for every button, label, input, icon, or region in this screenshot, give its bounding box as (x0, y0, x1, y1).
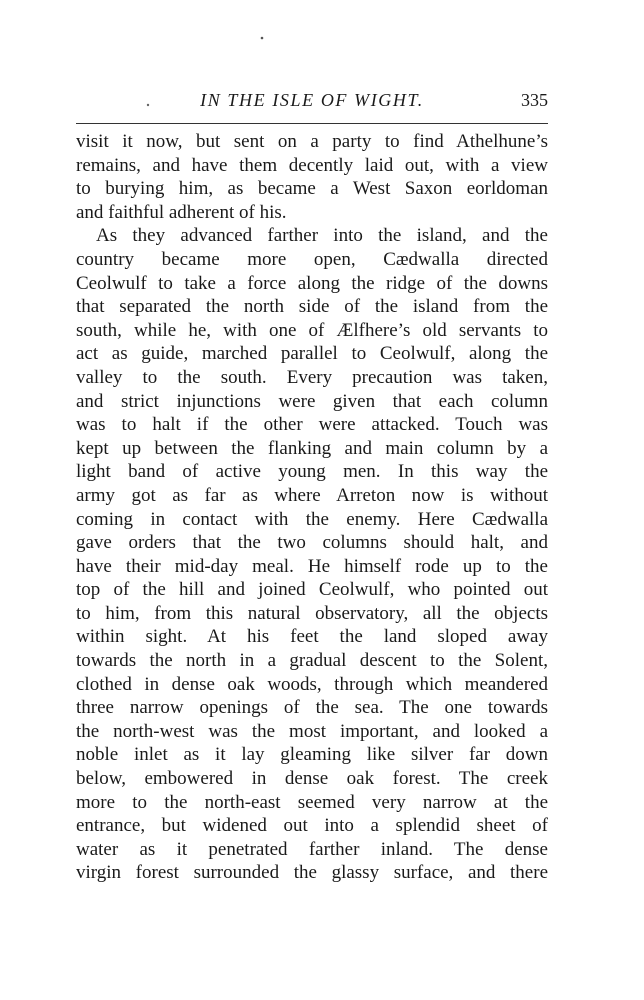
text-line: more to the north-east seemed very narrow at the (76, 791, 548, 813)
body-text (76, 130, 548, 885)
text-line: the north-west was the most important, and looked a (76, 720, 548, 742)
text-line: remains, and have them decently laid out, with a view (76, 154, 548, 176)
running-header (76, 86, 548, 118)
text-line: visit it now, but sent on a party to find Athelhune’s (76, 131, 548, 152)
text-line: south, while he, with one of Ælfhere’s old servants to (76, 319, 548, 341)
text-line: water as it penetrated farther inland. The dense (76, 838, 548, 860)
text-line: have their mid-day meal. He himself rode up to the (76, 555, 548, 577)
text-line: towards the north in a gradual descent to the Solent, (76, 650, 548, 672)
text-line: to him, from this natural observatory, all the objects (76, 602, 548, 624)
text-line: that separated the north side of the island from the (76, 296, 548, 318)
text-line: to burying him, as became a West Saxon eorldoman (76, 178, 548, 200)
text-line: kept up between the flanking and main column by a (76, 437, 548, 459)
text-line: and strict injunctions were given that each column (76, 390, 548, 412)
text-line: valley to the south. Every precaution was taken, (76, 366, 548, 388)
text-line: coming in contact with the enemy. Here Cædwalla (76, 508, 548, 530)
text-line: light band of active young men. In this way the (76, 461, 548, 483)
header-rule (76, 123, 548, 124)
text-line: As they advanced farther into the island, and the (96, 225, 548, 247)
text-line: virgin forest surrounded the glassy surface, and there (76, 862, 548, 884)
text-line: within sight. At his feet the land sloped away (76, 626, 548, 648)
text-line: act as guide, marched parallel to Ceolwulf, along the (76, 343, 548, 365)
text-line: country became more open, Cædwalla directed (76, 248, 548, 270)
text-line: army got as far as where Arreton now is without (76, 484, 548, 506)
text-line: below, embowered in dense oak forest. The creek (76, 768, 548, 790)
text-line: and faithful adherent of his. (76, 201, 287, 223)
text-line: entrance, but widened out into a splendid sheet of (76, 815, 548, 837)
running-title: IN THE ISLE OF WIGHT. (200, 90, 424, 110)
text-line: gave orders that the two columns should halt, and (76, 532, 548, 554)
page-number: 335 (521, 90, 548, 110)
text-line: was to halt if the other were attacked. Touch was (76, 414, 548, 436)
speck-top (261, 37, 264, 40)
text-line: three narrow openings of the sea. The one towards (76, 697, 548, 719)
text-line: Ceolwulf to take a force along the ridge of the downs (76, 272, 548, 294)
text-line: noble inlet as it lay gleaming like silver far down (76, 744, 548, 766)
text-line: top of the hill and joined Ceolwulf, who pointed out (76, 579, 548, 601)
text-line: clothed in dense oak woods, through which meandered (76, 673, 548, 695)
